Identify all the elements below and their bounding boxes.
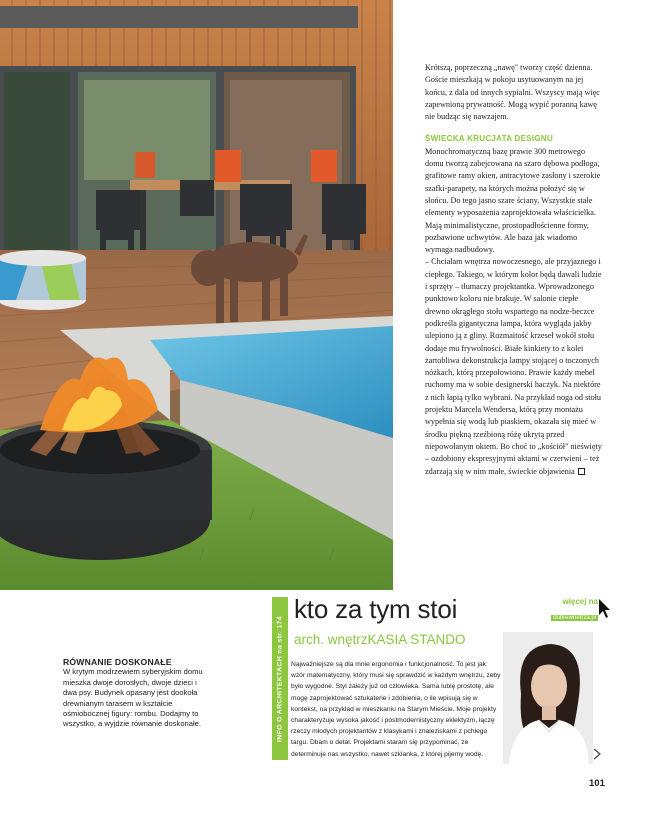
architect-quote: Najważniejsze są dla mnie ergonomia i funkcjonalność. To jest jak wzór matematyczny, który musi się sprawdzić w każdym wnętrzu, żeby było wygodne. Styl zależy już od człowieka. Sama lubię prostotę, ale mogę zaprojektować sztukaterie i zdobienia, o ile wpisują się w kontekst, na przykład w mieszkaniu na Starym Mieście. Moje projekty charakteryzuje wysoka jakość i postmodernistyczny eklektyzm, łączę rzeczy młodych projektantów z klasykami i znaleziskami z pchlego targu. Dbam o detal. Projektami staram się przypominać, że determinuje nas wszystko, nawet szklanka, z której pijemy wodę. xyxy=(291,661,501,758)
info-architects-label: INFO O ARCHITEKTACH na str. 174 xyxy=(276,615,284,742)
article-body: Monochromatyczną bazę prawie 300 metrowego domu tworzą zabejcowana na szaro dębowa podłoga, grafitowe ramy okien, antracytowe zasłony i szerokie szafki-parapety, na których można położyć się w słońcu. Do tego jasno szare ściany. Wszystkie stałe elementy wyposażenia zaprojektowała właścicielka. Mają minimalistyczne, prostopadłościenne formy, pozbawione uchwytów. Ale baza jak wiadomo wymaga nadbudowy. xyxy=(425,146,601,255)
arrow-right-icon xyxy=(593,748,601,760)
article-column xyxy=(425,62,603,478)
article-subheading: ŚWIECKA KRUCJATA DESIGNU xyxy=(425,134,554,144)
section-title: kto za tym stoi xyxy=(294,594,458,624)
end-square-icon xyxy=(578,468,585,475)
architect-heading xyxy=(294,632,502,647)
more-link[interactable] xyxy=(546,597,598,624)
more-label: więcej na xyxy=(562,597,598,606)
architect-name: KASIA STANDO xyxy=(367,632,466,647)
architect-role: arch. wnętrz xyxy=(294,632,368,647)
photo-caption xyxy=(63,657,203,730)
article-quote: – Chciałam wnętrza nowoczesnego, ale przyjaznego i ciepłego. Takiego, w którym kolor będą dawali ludzie i sprzęty – tłumaczy projektantka. Wprowadzonego punktowo koloru nie brakuje. W salonie ciepłe drewno okrągłego stołu wspartego na nodze-beczce podkreśla gigantyczna lampa, która wygląda jakby ulepiono ją z gliny. Rozmaitość krzeseł wokół stołu dodaje mu frywolności. Białe kinkiety to z kolei żartobliwa dekonstrukcja lampy stojącej o toczonych nóżkach, którą przepołowiono. Prawie każdy mebel ruchomy ma w sobie designerski haczyk. Na niektóre z nich łapią tylko wybrani. Na przykład noga od stołu projektu Marcela Wendersa, którą przy montażu wypełnia się wodą lub piaskiem, okazała się mieć w środku piękną rzeźbioną różę ukrytą przed niepowołanym okiem. Bo choć to „kościół" nieświęty – ozdobiony ekspresyjnymi aktami w czerwieni – też zdarzają się w nim małe, świeckie objawienia xyxy=(425,257,602,476)
more-site: dobrewnetrza.pl xyxy=(553,615,596,621)
caption-title: RÓWNANIE DOSKONAŁE xyxy=(63,657,172,667)
page-number: 101 xyxy=(589,778,605,789)
garden-pool-photo xyxy=(0,0,393,590)
info-architects-strip xyxy=(272,597,288,760)
caption-text: W krytym modrzewiem syberyjskim domu mieszka dwoje dorosłych, dwoje dzieci i dwa psy. Budynek opasany jest dookoła drewnianym tarasem w kształcie ośmiobocznej figury: rombu. Dodajmy to wszystko, a wyjdzie równanie doskonałe. xyxy=(63,667,203,729)
architect-portrait xyxy=(503,632,593,764)
article-intro: Krótszą, poprzeczną „nawę" tworzy część dzienna. Goście mieszkają w pokoju usytuowanym na jej końcu, z dala od innych sypialni. Wszyscy mają więc zapewnioną prywatność. Mogą wypić poranną kawę nie budząc się nawzajem. xyxy=(425,63,600,122)
cursor-arrow-icon xyxy=(598,598,612,620)
